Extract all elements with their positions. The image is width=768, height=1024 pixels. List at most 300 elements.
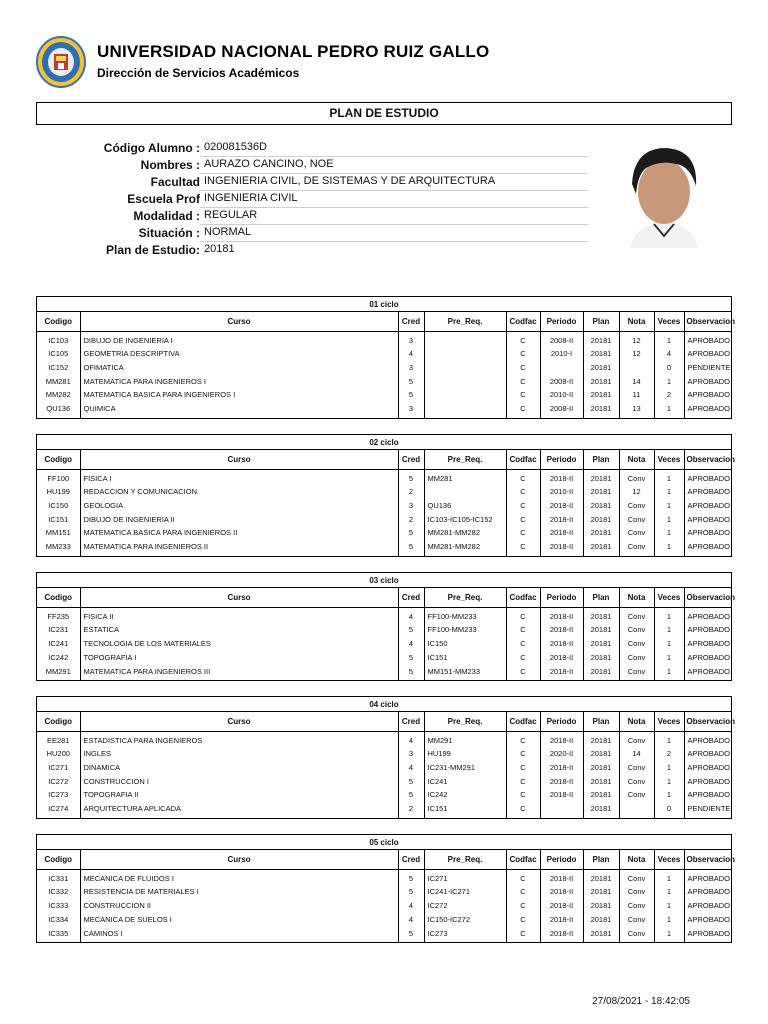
info-value: 020081536D bbox=[204, 141, 268, 153]
cell-codigo: IC335 bbox=[37, 926, 80, 942]
cell-plan: 20181 bbox=[583, 899, 619, 913]
cycle-title: 02 ciclo bbox=[37, 435, 731, 450]
cell-plan: 20181 bbox=[583, 347, 619, 361]
column-header-cred: Cred bbox=[398, 450, 424, 469]
cell-nota: Conv bbox=[619, 869, 654, 885]
cell-codfac: C bbox=[506, 899, 540, 913]
cell-observacion: APROBADO bbox=[687, 501, 731, 511]
table-row bbox=[37, 899, 731, 913]
column-header-periodo: Periodo bbox=[540, 850, 583, 869]
cell-observacion: APROBADO bbox=[687, 487, 731, 497]
table-row bbox=[37, 540, 731, 556]
cell-observacion: APROBADO bbox=[687, 376, 731, 386]
cell-periodo: 2018-II bbox=[540, 512, 583, 526]
cell-plan: 20181 bbox=[583, 885, 619, 899]
cell-codigo: IC241 bbox=[37, 637, 80, 651]
cell-observacion: APROBADO bbox=[687, 652, 731, 662]
cell-veces: 0 bbox=[654, 802, 684, 818]
table-row bbox=[37, 912, 731, 926]
cell-periodo: 2018-II bbox=[540, 774, 583, 788]
cell-cred: 5 bbox=[398, 374, 424, 388]
cell-prereq: FF100-MM233 bbox=[424, 607, 506, 623]
cell-prereq: IC241 bbox=[424, 774, 506, 788]
cell-codfac: C bbox=[506, 526, 540, 540]
column-header-observacion: Observacion bbox=[684, 850, 731, 869]
info-label: Modalidad : bbox=[133, 209, 200, 223]
cell-cred: 5 bbox=[398, 540, 424, 556]
cell-plan: 20181 bbox=[583, 788, 619, 802]
cell-plan: 20181 bbox=[583, 526, 619, 540]
info-value: NORMAL bbox=[204, 226, 252, 238]
cell-periodo bbox=[540, 802, 583, 818]
student-photo bbox=[616, 138, 712, 248]
cell-veces: 1 bbox=[654, 469, 684, 485]
table-row bbox=[37, 607, 731, 623]
cell-codigo: MM282 bbox=[37, 388, 80, 402]
cell-nota: Conv bbox=[619, 623, 654, 637]
column-header-veces: Veces bbox=[654, 850, 684, 869]
info-value: AURAZO CANCINO, NOE bbox=[204, 158, 334, 170]
cell-cred: 2 bbox=[398, 485, 424, 499]
cell-codigo: MM233 bbox=[37, 540, 80, 556]
cell-codfac: C bbox=[506, 540, 540, 556]
cycle-title: 03 ciclo bbox=[37, 573, 731, 588]
courses-table bbox=[37, 588, 735, 680]
table-row bbox=[37, 788, 731, 802]
cell-plan: 20181 bbox=[583, 607, 619, 623]
cell-codfac: C bbox=[506, 623, 540, 637]
info-label: Código Alumno : bbox=[103, 141, 200, 155]
cell-plan: 20181 bbox=[583, 869, 619, 885]
cycle-title: 04 ciclo bbox=[37, 697, 731, 712]
info-row-modalidad bbox=[0, 208, 588, 225]
cell-nota: Conv bbox=[619, 774, 654, 788]
cell-nota: Conv bbox=[619, 761, 654, 775]
cell-cred: 5 bbox=[398, 774, 424, 788]
cell-veces: 2 bbox=[654, 388, 684, 402]
cell-prereq bbox=[424, 374, 506, 388]
table-row bbox=[37, 664, 731, 680]
cell-codfac: C bbox=[506, 637, 540, 651]
cell-cred: 4 bbox=[398, 347, 424, 361]
cell-curso: GEOMETRIA DESCRIPTIVA bbox=[80, 347, 398, 361]
cell-plan: 20181 bbox=[583, 747, 619, 761]
column-header-codigo: Codigo bbox=[37, 712, 80, 731]
cell-codfac: C bbox=[506, 788, 540, 802]
cell-veces: 1 bbox=[654, 774, 684, 788]
university-name: UNIVERSIDAD NACIONAL PEDRO RUIZ GALLO bbox=[97, 42, 490, 61]
cell-curso: QUIMICA bbox=[80, 402, 398, 418]
cell-nota: Conv bbox=[619, 885, 654, 899]
column-header-prereq: Pre_Req. bbox=[424, 588, 506, 607]
cell-nota: 14 bbox=[619, 374, 654, 388]
cell-cred: 3 bbox=[398, 361, 424, 375]
cell-codigo: HU199 bbox=[37, 485, 80, 499]
cell-cred: 3 bbox=[398, 402, 424, 418]
table-row bbox=[37, 885, 731, 899]
info-row-situacion bbox=[0, 225, 588, 242]
cell-curso: OFIMATICA bbox=[80, 361, 398, 375]
table-header-row bbox=[37, 450, 731, 469]
cell-prereq: IC241-IC271 bbox=[424, 885, 506, 899]
cell-periodo: 2018-II bbox=[540, 607, 583, 623]
cell-observacion: APROBADO bbox=[687, 639, 731, 649]
cell-periodo: 2010-II bbox=[540, 485, 583, 499]
cell-observacion: APROBADO bbox=[687, 612, 731, 622]
cell-codfac: C bbox=[506, 747, 540, 761]
cell-codfac: C bbox=[506, 869, 540, 885]
cell-observacion: APROBADO bbox=[687, 474, 731, 484]
info-label: Situación : bbox=[138, 226, 200, 240]
cell-cred: 5 bbox=[398, 788, 424, 802]
cell-observacion: APROBADO bbox=[687, 528, 731, 538]
cell-plan: 20181 bbox=[583, 361, 619, 375]
cell-cred: 3 bbox=[398, 331, 424, 347]
table-row bbox=[37, 650, 731, 664]
column-header-curso: Curso bbox=[80, 850, 398, 869]
cell-codfac: C bbox=[506, 499, 540, 513]
column-header-curso: Curso bbox=[80, 312, 398, 331]
cell-periodo: 2018-II bbox=[540, 664, 583, 680]
cell-cred: 4 bbox=[398, 761, 424, 775]
cell-prereq: MM281-MM282 bbox=[424, 526, 506, 540]
cell-nota: 12 bbox=[619, 331, 654, 347]
cell-codigo: IC331 bbox=[37, 869, 80, 885]
cell-nota bbox=[619, 802, 654, 818]
column-header-codigo: Codigo bbox=[37, 588, 80, 607]
cell-prereq bbox=[424, 485, 506, 499]
cell-nota: Conv bbox=[619, 469, 654, 485]
cell-nota: Conv bbox=[619, 788, 654, 802]
column-header-nota: Nota bbox=[619, 312, 654, 331]
cell-curso: ESTATICA bbox=[80, 623, 398, 637]
cell-veces: 1 bbox=[654, 637, 684, 651]
table-body bbox=[37, 869, 731, 942]
cell-observacion: APROBADO bbox=[687, 928, 731, 938]
info-value: 20181 bbox=[204, 243, 235, 255]
cell-codigo: MM291 bbox=[37, 664, 80, 680]
cell-cred: 4 bbox=[398, 912, 424, 926]
cell-periodo: 2018-II bbox=[540, 912, 583, 926]
cell-codigo: IC273 bbox=[37, 788, 80, 802]
cell-veces: 1 bbox=[654, 512, 684, 526]
cell-codfac: C bbox=[506, 774, 540, 788]
cell-plan: 20181 bbox=[583, 331, 619, 347]
cell-prereq: MM291 bbox=[424, 731, 506, 747]
cell-codfac: C bbox=[506, 485, 540, 499]
cell-nota: Conv bbox=[619, 637, 654, 651]
courses-table bbox=[37, 850, 735, 942]
cell-observacion: APROBADO bbox=[687, 736, 731, 746]
cell-observacion: APROBADO bbox=[687, 666, 731, 676]
cell-curso: FISICA II bbox=[80, 607, 398, 623]
table-row bbox=[37, 361, 731, 375]
cell-prereq: IC272 bbox=[424, 899, 506, 913]
cell-veces: 4 bbox=[654, 347, 684, 361]
cycle-title: 01 ciclo bbox=[37, 297, 731, 312]
plan-title: PLAN DE ESTUDIO bbox=[36, 102, 732, 125]
table-body bbox=[37, 331, 731, 418]
column-header-veces: Veces bbox=[654, 450, 684, 469]
cell-plan: 20181 bbox=[583, 402, 619, 418]
cell-nota: Conv bbox=[619, 512, 654, 526]
table-row bbox=[37, 731, 731, 747]
column-header-plan: Plan bbox=[583, 450, 619, 469]
cell-periodo: 2018-II bbox=[540, 731, 583, 747]
column-header-veces: Veces bbox=[654, 312, 684, 331]
column-header-prereq: Pre_Req. bbox=[424, 712, 506, 731]
cell-periodo: 2018-II bbox=[540, 761, 583, 775]
cell-plan: 20181 bbox=[583, 650, 619, 664]
cell-nota: 11 bbox=[619, 388, 654, 402]
cell-curso: MATEMATICA BASICA PARA INGENIEROS I bbox=[80, 388, 398, 402]
cell-curso: DIBUJO DE INGENIERIA I bbox=[80, 331, 398, 347]
table-row bbox=[37, 374, 731, 388]
cell-periodo: 2008-II bbox=[540, 374, 583, 388]
cell-veces: 1 bbox=[654, 526, 684, 540]
cell-observacion: APROBADO bbox=[687, 404, 731, 414]
cell-curso: REDACCION Y COMUNICACION bbox=[80, 485, 398, 499]
cell-codigo: IC332 bbox=[37, 885, 80, 899]
cell-plan: 20181 bbox=[583, 637, 619, 651]
table-row bbox=[37, 469, 731, 485]
cell-codfac: C bbox=[506, 331, 540, 347]
cell-prereq bbox=[424, 331, 506, 347]
table-row bbox=[37, 802, 731, 818]
cell-curso: ESTADISTICA PARA INGENIEROS bbox=[80, 731, 398, 747]
cell-curso: MATEMATICA PARA INGENIEROS I bbox=[80, 374, 398, 388]
cell-veces: 1 bbox=[654, 926, 684, 942]
cell-prereq: QU136 bbox=[424, 499, 506, 513]
info-row-escuela bbox=[0, 191, 588, 208]
department-name: Dirección de Servicios Académicos bbox=[97, 66, 300, 80]
cell-codigo: EE281 bbox=[37, 731, 80, 747]
cell-periodo: 2018-II bbox=[540, 540, 583, 556]
column-header-curso: Curso bbox=[80, 712, 398, 731]
cell-cred: 4 bbox=[398, 607, 424, 623]
column-header-nota: Nota bbox=[619, 450, 654, 469]
table-row bbox=[37, 485, 731, 499]
cell-veces: 1 bbox=[654, 912, 684, 926]
cell-nota: Conv bbox=[619, 499, 654, 513]
cell-observacion: APROBADO bbox=[687, 542, 731, 552]
cell-curso: INGLES bbox=[80, 747, 398, 761]
cell-prereq bbox=[424, 402, 506, 418]
cell-periodo: 2018-II bbox=[540, 788, 583, 802]
table-row bbox=[37, 747, 731, 761]
cell-prereq: IC151 bbox=[424, 650, 506, 664]
column-header-prereq: Pre_Req. bbox=[424, 450, 506, 469]
cell-periodo: 2018-II bbox=[540, 650, 583, 664]
table-row bbox=[37, 637, 731, 651]
print-timestamp: 27/08/2021 - 18:42:05 bbox=[592, 996, 690, 1007]
column-header-cred: Cred bbox=[398, 312, 424, 331]
cell-plan: 20181 bbox=[583, 469, 619, 485]
cell-plan: 20181 bbox=[583, 623, 619, 637]
cell-codfac: C bbox=[506, 885, 540, 899]
table-row bbox=[37, 761, 731, 775]
info-label: Facultad bbox=[150, 175, 200, 189]
cell-cred: 5 bbox=[398, 526, 424, 540]
cell-periodo: 2018-II bbox=[540, 869, 583, 885]
column-header-nota: Nota bbox=[619, 588, 654, 607]
cell-prereq: IC231-MM291 bbox=[424, 761, 506, 775]
cell-codfac: C bbox=[506, 607, 540, 623]
cell-observacion: APROBADO bbox=[687, 390, 731, 400]
cell-prereq: FF100-MM233 bbox=[424, 623, 506, 637]
table-body bbox=[37, 469, 731, 556]
column-header-codigo: Codigo bbox=[37, 312, 80, 331]
cell-nota: 12 bbox=[619, 485, 654, 499]
cell-codigo: MM281 bbox=[37, 374, 80, 388]
cell-codfac: C bbox=[506, 802, 540, 818]
cell-prereq: IC150-IC272 bbox=[424, 912, 506, 926]
column-header-cred: Cred bbox=[398, 588, 424, 607]
cell-cred: 5 bbox=[398, 623, 424, 637]
cell-periodo: 2018-II bbox=[540, 499, 583, 513]
cell-codfac: C bbox=[506, 361, 540, 375]
cell-periodo: 2018-II bbox=[540, 899, 583, 913]
cell-curso: GEOLOGIA bbox=[80, 499, 398, 513]
info-value: INGENIERIA CIVIL bbox=[204, 192, 298, 204]
table-row bbox=[37, 347, 731, 361]
cell-veces: 1 bbox=[654, 485, 684, 499]
column-header-codfac: Codfac bbox=[506, 450, 540, 469]
column-header-cred: Cred bbox=[398, 850, 424, 869]
table-row bbox=[37, 774, 731, 788]
table-body bbox=[37, 731, 731, 818]
table-row bbox=[37, 512, 731, 526]
column-header-observacion: Observacion bbox=[684, 712, 731, 731]
cell-periodo: 2010-I bbox=[540, 347, 583, 361]
cell-codfac: C bbox=[506, 388, 540, 402]
cell-veces: 1 bbox=[654, 869, 684, 885]
column-header-veces: Veces bbox=[654, 588, 684, 607]
cell-codigo: IC103 bbox=[37, 331, 80, 347]
cell-veces: 1 bbox=[654, 607, 684, 623]
cell-plan: 20181 bbox=[583, 485, 619, 499]
cell-plan: 20181 bbox=[583, 761, 619, 775]
info-value: REGULAR bbox=[204, 209, 258, 221]
cell-cred: 5 bbox=[398, 869, 424, 885]
cell-codigo: HU200 bbox=[37, 747, 80, 761]
column-header-codfac: Codfac bbox=[506, 850, 540, 869]
cell-prereq: IC150 bbox=[424, 637, 506, 651]
cell-codigo: QU136 bbox=[37, 402, 80, 418]
info-label: Nombres : bbox=[140, 158, 200, 172]
cell-codigo: IC150 bbox=[37, 499, 80, 513]
cell-prereq bbox=[424, 361, 506, 375]
cell-nota: Conv bbox=[619, 731, 654, 747]
info-row-plan bbox=[0, 242, 588, 259]
cell-nota: 12 bbox=[619, 347, 654, 361]
cell-prereq: IC273 bbox=[424, 926, 506, 942]
column-header-plan: Plan bbox=[583, 850, 619, 869]
cell-curso: MATEMATICA PARA INGENIEROS II bbox=[80, 540, 398, 556]
table-header-row bbox=[37, 588, 731, 607]
cell-veces: 1 bbox=[654, 650, 684, 664]
cell-plan: 20181 bbox=[583, 912, 619, 926]
cell-observacion: PENDIENTE bbox=[687, 804, 731, 814]
cell-curso: TOPOGRAFIA I bbox=[80, 650, 398, 664]
cell-prereq: IC151 bbox=[424, 802, 506, 818]
table-row bbox=[37, 926, 731, 942]
cell-plan: 20181 bbox=[583, 926, 619, 942]
cell-veces: 0 bbox=[654, 361, 684, 375]
table-row bbox=[37, 869, 731, 885]
cell-codigo: MM151 bbox=[37, 526, 80, 540]
cycle-table-03 bbox=[36, 572, 735, 681]
cell-cred: 2 bbox=[398, 802, 424, 818]
cycle-title: 05 ciclo bbox=[37, 835, 731, 850]
info-row-nombres bbox=[0, 157, 588, 174]
cell-codfac: C bbox=[506, 650, 540, 664]
column-header-codigo: Codigo bbox=[37, 850, 80, 869]
cell-codfac: C bbox=[506, 512, 540, 526]
cell-observacion: PENDIENTE bbox=[687, 363, 731, 373]
cell-veces: 1 bbox=[654, 731, 684, 747]
column-header-cred: Cred bbox=[398, 712, 424, 731]
cell-periodo: 2018-II bbox=[540, 526, 583, 540]
cell-nota: Conv bbox=[619, 650, 654, 664]
cycle-table-02 bbox=[36, 434, 735, 557]
cell-curso: MECANICA DE FLUIDOS I bbox=[80, 869, 398, 885]
table-row bbox=[37, 388, 731, 402]
cell-codigo: IC271 bbox=[37, 761, 80, 775]
table-row bbox=[37, 402, 731, 418]
cell-periodo: 2018-II bbox=[540, 926, 583, 942]
cell-cred: 3 bbox=[398, 499, 424, 513]
cell-cred: 5 bbox=[398, 885, 424, 899]
cell-veces: 1 bbox=[654, 331, 684, 347]
cell-curso: CONSTRUCCION II bbox=[80, 899, 398, 913]
cell-prereq: IC103-IC105-IC152 bbox=[424, 512, 506, 526]
cell-plan: 20181 bbox=[583, 374, 619, 388]
table-header-row bbox=[37, 712, 731, 731]
cell-curso: TOPOGRAFIA II bbox=[80, 788, 398, 802]
column-header-veces: Veces bbox=[654, 712, 684, 731]
table-body bbox=[37, 607, 731, 680]
table-header-row bbox=[37, 312, 731, 331]
cell-prereq: IC271 bbox=[424, 869, 506, 885]
cell-curso: CAMINOS I bbox=[80, 926, 398, 942]
cell-codfac: C bbox=[506, 469, 540, 485]
cell-codfac: C bbox=[506, 402, 540, 418]
cell-periodo: 2018-II bbox=[540, 623, 583, 637]
cell-veces: 1 bbox=[654, 374, 684, 388]
info-label: Escuela Prof bbox=[127, 192, 200, 206]
cell-codfac: C bbox=[506, 664, 540, 680]
cell-veces: 1 bbox=[654, 788, 684, 802]
cell-cred: 2 bbox=[398, 512, 424, 526]
cell-prereq: HU199 bbox=[424, 747, 506, 761]
column-header-observacion: Observacion bbox=[684, 312, 731, 331]
info-value: INGENIERIA CIVIL, DE SISTEMAS Y DE ARQUITECTURA bbox=[204, 175, 496, 187]
cell-cred: 4 bbox=[398, 731, 424, 747]
cell-periodo: 2008-II bbox=[540, 402, 583, 418]
cell-prereq: IC242 bbox=[424, 788, 506, 802]
courses-table bbox=[37, 312, 735, 418]
table-row bbox=[37, 499, 731, 513]
cell-periodo: 2008-II bbox=[540, 331, 583, 347]
cycle-table-01 bbox=[36, 296, 735, 419]
cell-veces: 1 bbox=[654, 761, 684, 775]
cell-observacion: APROBADO bbox=[687, 514, 731, 524]
cell-observacion: APROBADO bbox=[687, 901, 731, 911]
table-row bbox=[37, 623, 731, 637]
column-header-nota: Nota bbox=[619, 712, 654, 731]
column-header-codfac: Codfac bbox=[506, 712, 540, 731]
